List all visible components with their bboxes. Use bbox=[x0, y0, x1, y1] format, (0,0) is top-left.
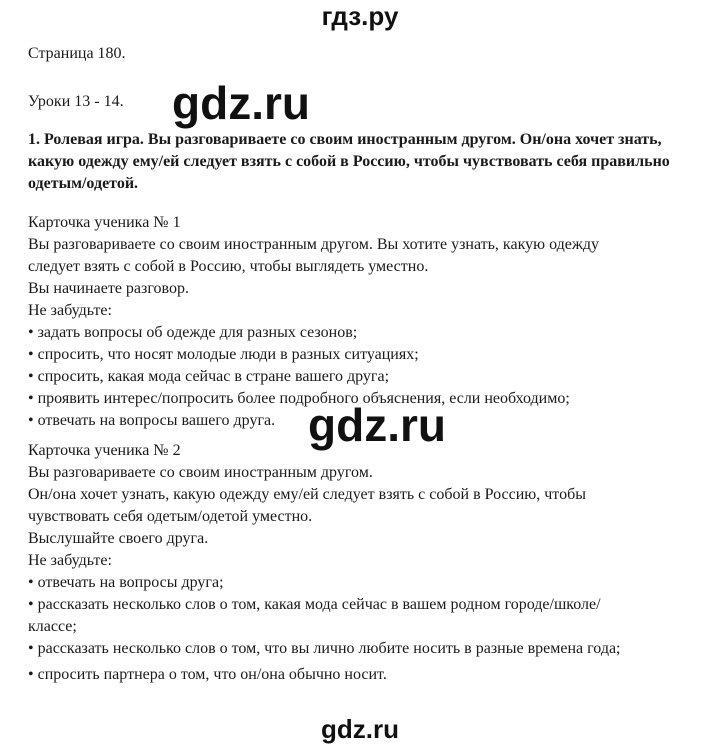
footer-watermark: gdz.ru bbox=[321, 714, 399, 744]
card-bullets bbox=[28, 572, 708, 686]
card-title: Карточка ученика № 2 bbox=[28, 442, 181, 459]
card-text: Не забудьте: bbox=[28, 552, 112, 569]
page-number: Страница 180. bbox=[28, 45, 126, 62]
list-item: • проявить интерес/попросить более подробного объяснения, если необходимо; bbox=[28, 390, 570, 407]
list-item: • задать вопросы об одежде для разных сезонов; bbox=[28, 324, 358, 341]
list-item: • спросить партнера о том, что он/она обычно носит. bbox=[28, 666, 387, 683]
list-item: • отвечать на вопросы вашего друга. bbox=[28, 412, 276, 429]
watermark: gdz.ru bbox=[172, 77, 310, 129]
card-text: Вы разговариваете со своим иностранным другом. bbox=[28, 464, 373, 481]
list-item: • спросить, какая мода сейчас в стране вашего друга; bbox=[28, 368, 390, 385]
list-item: • рассказать несколько слов о том, какая мода сейчас в вашем родном городе/школе/классе; bbox=[28, 596, 601, 635]
card-text: Не забудьте: bbox=[28, 302, 112, 319]
list-item: • отвечать на вопросы друга; bbox=[28, 574, 224, 591]
card-text: Вы начинаете разговор. bbox=[28, 280, 189, 297]
site-header: гдз.ру bbox=[321, 1, 399, 31]
task-heading: 1. Ролевая игра. Вы разговариваете со своим иностранным другом. Он/она хочет знать, какую одежду ему/ей следует взять с собой в Россию, чтобы чувствовать себя правильно одетым/одетой. bbox=[28, 131, 670, 192]
student-card-2 bbox=[28, 440, 708, 686]
card-text: Выслушайте своего друга. bbox=[28, 530, 209, 547]
list-item: • рассказать несколько слов о том, что вы лично любите носить в разные времена года; bbox=[28, 640, 621, 657]
watermark: gdz.ru bbox=[308, 399, 446, 451]
card-text: Он/она хочет узнать, какую одежду ему/ей следует взять с собой в Россию, чтобы чувствовать себя одетым/одетой уместно. bbox=[28, 486, 586, 525]
card-title: Карточка ученика № 1 bbox=[28, 214, 181, 231]
card-text: Вы разговариваете со своим иностранным другом. Вы хотите узнать, какую одежду следует взять с собой в Россию, чтобы выглядеть уместно. bbox=[28, 236, 600, 275]
lesson-label: Уроки 13 - 14. bbox=[28, 93, 124, 110]
list-item: • спросить, что носят молодые люди в разных ситуациях; bbox=[28, 346, 419, 363]
